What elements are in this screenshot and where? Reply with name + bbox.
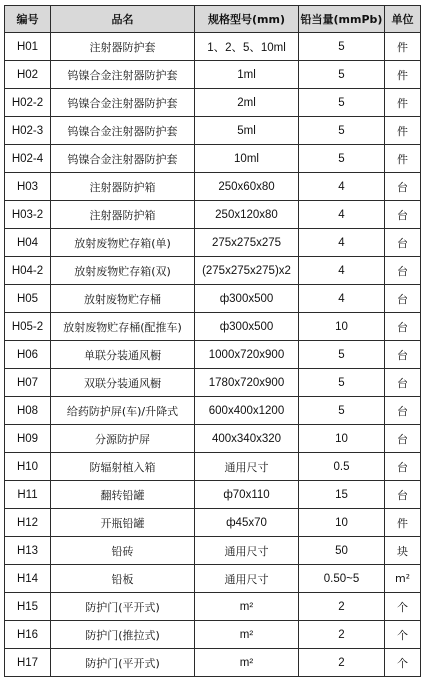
- cell-code: H13: [5, 537, 51, 565]
- cell-lead-equivalent: 2: [299, 593, 385, 621]
- table-row: [5, 621, 421, 649]
- cell-name: 防护门(推拉式): [51, 621, 195, 649]
- table-row: [5, 173, 421, 201]
- cell-code: H02: [5, 61, 51, 89]
- table-row: [5, 341, 421, 369]
- table-row: [5, 593, 421, 621]
- cell-unit: 件: [385, 61, 421, 89]
- cell-lead-equivalent: 0.5: [299, 453, 385, 481]
- cell-name: 铅砖: [51, 537, 195, 565]
- cell-lead-equivalent: 4: [299, 201, 385, 229]
- cell-name: 放射废物贮存箱(双): [51, 257, 195, 285]
- cell-lead-equivalent: 10: [299, 313, 385, 341]
- cell-lead-equivalent: 5: [299, 33, 385, 61]
- cell-unit: 件: [385, 33, 421, 61]
- table-row: [5, 481, 421, 509]
- cell-spec: 1780x720x900: [195, 369, 299, 397]
- cell-name: 钨镍合金注射器防护套: [51, 145, 195, 173]
- cell-spec: 通用尺寸: [195, 537, 299, 565]
- table-row: [5, 145, 421, 173]
- cell-unit: 台: [385, 285, 421, 313]
- table-row: [5, 201, 421, 229]
- cell-unit: 台: [385, 201, 421, 229]
- cell-name: 单联分装通风橱: [51, 341, 195, 369]
- cell-spec: 5ml: [195, 117, 299, 145]
- cell-name: 防辐射植入箱: [51, 453, 195, 481]
- table-row: [5, 453, 421, 481]
- cell-unit: 台: [385, 229, 421, 257]
- cell-name: 钨镍合金注射器防护套: [51, 89, 195, 117]
- cell-unit: 台: [385, 173, 421, 201]
- cell-code: H07: [5, 369, 51, 397]
- table-body: [5, 33, 421, 677]
- cell-unit: 个: [385, 593, 421, 621]
- cell-code: H02-3: [5, 117, 51, 145]
- cell-spec: 1000x720x900: [195, 341, 299, 369]
- cell-spec: m²: [195, 593, 299, 621]
- cell-unit: 件: [385, 117, 421, 145]
- cell-lead-equivalent: 5: [299, 61, 385, 89]
- header-code: 编号: [5, 6, 51, 33]
- cell-lead-equivalent: 5: [299, 89, 385, 117]
- cell-name: 钨镍合金注射器防护套: [51, 61, 195, 89]
- cell-name: 放射废物贮存箱(单): [51, 229, 195, 257]
- table-row: [5, 117, 421, 145]
- cell-name: 钨镍合金注射器防护套: [51, 117, 195, 145]
- table-row: [5, 257, 421, 285]
- cell-lead-equivalent: 4: [299, 229, 385, 257]
- cell-unit: 台: [385, 481, 421, 509]
- cell-unit: 个: [385, 649, 421, 677]
- cell-name: 翻转铅罐: [51, 481, 195, 509]
- cell-name: 给药防护屏(车)/升降式: [51, 397, 195, 425]
- cell-lead-equivalent: 4: [299, 257, 385, 285]
- cell-code: H10: [5, 453, 51, 481]
- cell-name: 注射器防护套: [51, 33, 195, 61]
- table-row: [5, 537, 421, 565]
- cell-name: 防护门(平开式): [51, 649, 195, 677]
- table-row: [5, 313, 421, 341]
- cell-spec: ф300x500: [195, 313, 299, 341]
- cell-name: 注射器防护箱: [51, 201, 195, 229]
- cell-lead-equivalent: 50: [299, 537, 385, 565]
- cell-code: H05-2: [5, 313, 51, 341]
- cell-lead-equivalent: 10: [299, 509, 385, 537]
- cell-name: 注射器防护箱: [51, 173, 195, 201]
- cell-code: H03: [5, 173, 51, 201]
- table-row: [5, 509, 421, 537]
- cell-lead-equivalent: 0.50~5: [299, 565, 385, 593]
- header-lead-equivalent: 铅当量(mmPb): [299, 6, 385, 33]
- cell-name: 双联分装通风橱: [51, 369, 195, 397]
- cell-unit: 台: [385, 453, 421, 481]
- cell-lead-equivalent: 5: [299, 145, 385, 173]
- table-header: [5, 6, 421, 33]
- cell-unit: 台: [385, 425, 421, 453]
- cell-spec: ф45x70: [195, 509, 299, 537]
- cell-spec: ф70x110: [195, 481, 299, 509]
- header-unit: 单位: [385, 6, 421, 33]
- cell-spec: (275x275x275)x2: [195, 257, 299, 285]
- table-row: [5, 285, 421, 313]
- table-row: [5, 61, 421, 89]
- cell-spec: 250x60x80: [195, 173, 299, 201]
- cell-code: H11: [5, 481, 51, 509]
- product-table-container: [4, 5, 420, 677]
- cell-spec: 2ml: [195, 89, 299, 117]
- cell-unit: 台: [385, 257, 421, 285]
- table-row: [5, 229, 421, 257]
- table-row: [5, 33, 421, 61]
- cell-unit: 台: [385, 369, 421, 397]
- cell-code: H16: [5, 621, 51, 649]
- cell-code: H15: [5, 593, 51, 621]
- cell-unit: 台: [385, 397, 421, 425]
- cell-lead-equivalent: 5: [299, 117, 385, 145]
- cell-spec: 通用尺寸: [195, 453, 299, 481]
- header-row: [5, 6, 421, 33]
- table-row: [5, 397, 421, 425]
- cell-code: H12: [5, 509, 51, 537]
- cell-code: H03-2: [5, 201, 51, 229]
- cell-unit: 个: [385, 621, 421, 649]
- cell-spec: ф300x500: [195, 285, 299, 313]
- cell-code: H02-4: [5, 145, 51, 173]
- cell-lead-equivalent: 10: [299, 425, 385, 453]
- product-spec-table: [4, 5, 421, 677]
- table-row: [5, 565, 421, 593]
- table-row: [5, 369, 421, 397]
- cell-unit: 件: [385, 89, 421, 117]
- cell-unit: 台: [385, 341, 421, 369]
- cell-spec: 1ml: [195, 61, 299, 89]
- cell-spec: m²: [195, 649, 299, 677]
- cell-code: H05: [5, 285, 51, 313]
- cell-lead-equivalent: 2: [299, 649, 385, 677]
- cell-code: H14: [5, 565, 51, 593]
- cell-name: 铅板: [51, 565, 195, 593]
- cell-lead-equivalent: 5: [299, 341, 385, 369]
- cell-spec: 250x120x80: [195, 201, 299, 229]
- table-row: [5, 649, 421, 677]
- cell-code: H06: [5, 341, 51, 369]
- cell-lead-equivalent: 4: [299, 173, 385, 201]
- cell-name: 放射废物贮存桶(配推车): [51, 313, 195, 341]
- cell-name: 放射废物贮存桶: [51, 285, 195, 313]
- cell-spec: 1、2、5、10ml: [195, 33, 299, 61]
- cell-code: H01: [5, 33, 51, 61]
- cell-code: H08: [5, 397, 51, 425]
- cell-name: 分源防护屏: [51, 425, 195, 453]
- cell-code: H17: [5, 649, 51, 677]
- header-spec: 规格型号(mm): [195, 6, 299, 33]
- cell-lead-equivalent: 4: [299, 285, 385, 313]
- cell-unit: 台: [385, 313, 421, 341]
- cell-spec: 600x400x1200: [195, 397, 299, 425]
- cell-unit: 件: [385, 509, 421, 537]
- cell-name: 防护门(平开式): [51, 593, 195, 621]
- table-row: [5, 89, 421, 117]
- cell-spec: 400x340x320: [195, 425, 299, 453]
- cell-spec: m²: [195, 621, 299, 649]
- header-name: 品名: [51, 6, 195, 33]
- cell-unit: 件: [385, 145, 421, 173]
- cell-unit: m²: [385, 565, 421, 593]
- cell-lead-equivalent: 5: [299, 369, 385, 397]
- cell-lead-equivalent: 5: [299, 397, 385, 425]
- table-row: [5, 425, 421, 453]
- cell-code: H02-2: [5, 89, 51, 117]
- cell-code: H04: [5, 229, 51, 257]
- cell-code: H04-2: [5, 257, 51, 285]
- cell-lead-equivalent: 15: [299, 481, 385, 509]
- cell-name: 开瓶铅罐: [51, 509, 195, 537]
- cell-spec: 通用尺寸: [195, 565, 299, 593]
- cell-spec: 10ml: [195, 145, 299, 173]
- cell-lead-equivalent: 2: [299, 621, 385, 649]
- cell-unit: 块: [385, 537, 421, 565]
- cell-code: H09: [5, 425, 51, 453]
- cell-spec: 275x275x275: [195, 229, 299, 257]
